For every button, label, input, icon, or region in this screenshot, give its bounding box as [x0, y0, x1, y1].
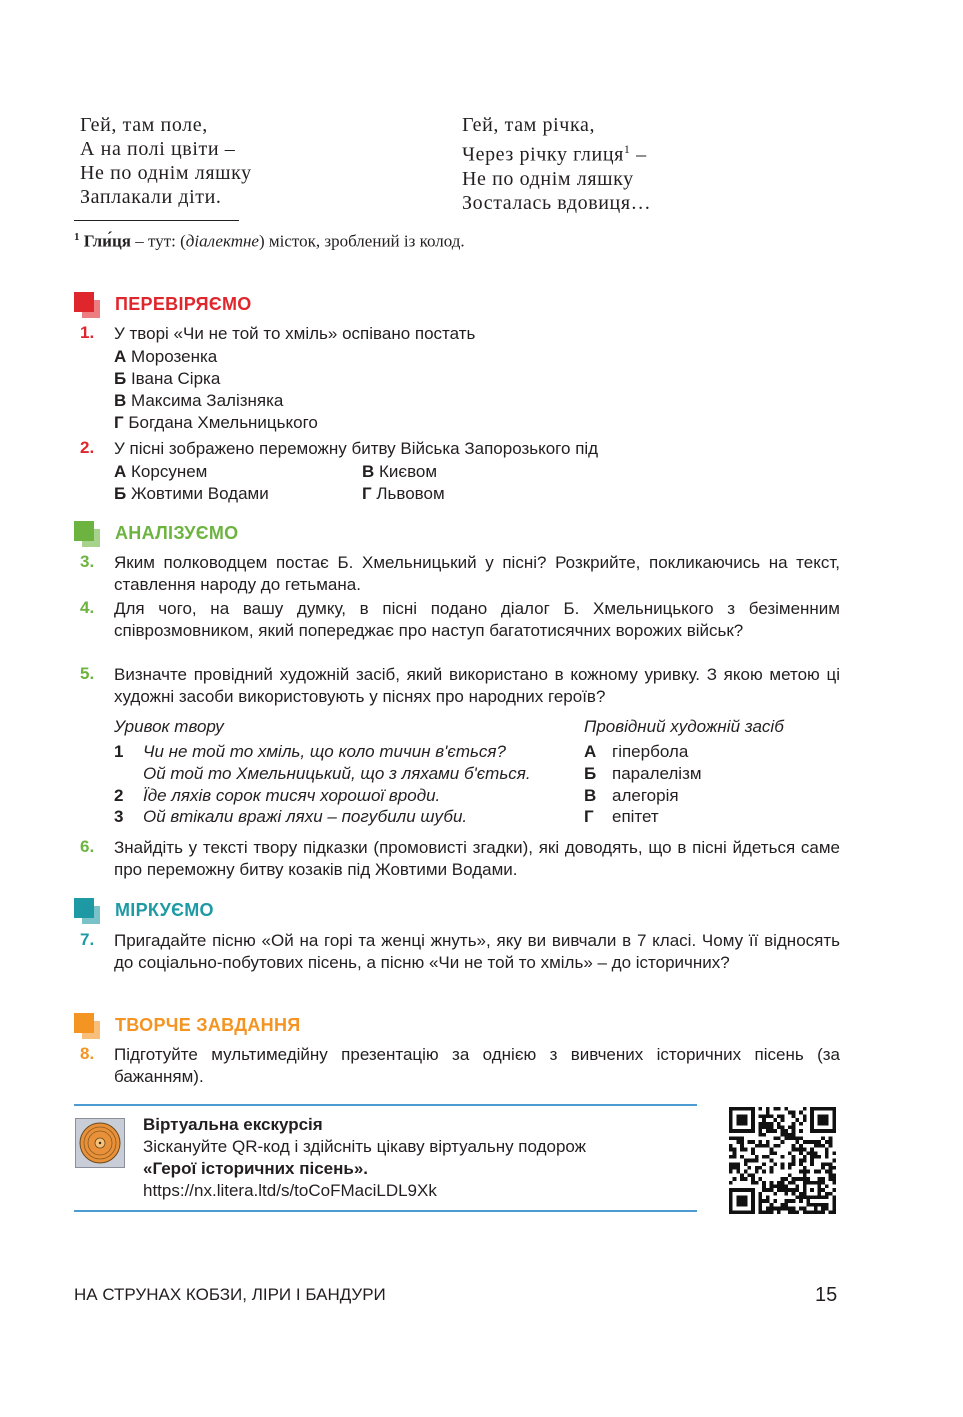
question-number: 7. — [80, 930, 95, 949]
question-number: 8. — [80, 1044, 95, 1063]
box-top-rule — [74, 1104, 697, 1106]
virtual-text: Зіскануйте QR-код і здійсніть цікаву віртуальну подорож — [143, 1137, 587, 1156]
fragment-text: Ой втікали вражі ляхи – погубили шуби. — [143, 807, 468, 826]
question-text: Яким полководцем постає Б. Хмельницький у пісні? Розкрийте, покликаючись на текст, ставлення народу до гетьмана. — [114, 553, 840, 594]
poem-right-stanza — [462, 113, 651, 215]
virtual-title: Віртуальна екскурсія — [143, 1115, 323, 1134]
box-bottom-rule — [74, 1210, 697, 1212]
answer-option: А Корсунем — [114, 462, 208, 481]
answer-option: А Морозенка — [114, 347, 218, 366]
column-header: Уривок твору — [114, 717, 224, 736]
poem-line: Заплакали діти. — [80, 186, 222, 208]
poem-line: Зосталась вдовиця… — [462, 191, 652, 214]
poem-left-stanza — [80, 113, 252, 209]
footnote-text: – тут: ( — [130, 231, 186, 251]
question-number: 3. — [80, 552, 95, 571]
device-option: А гіпербола — [584, 742, 689, 761]
poem-text: Через річку глиця — [462, 143, 624, 166]
footnote-divider — [74, 220, 239, 221]
section-title: ТВОРЧЕ ЗАВДАННЯ — [115, 1015, 301, 1035]
question-text: У творі «Чи не той то хміль» оспівано постать — [114, 324, 476, 343]
footnote-italic: діалектне — [185, 231, 259, 251]
answer-option: В Києвом — [362, 462, 438, 481]
footnote-term: Гли́ця — [83, 231, 131, 251]
answer-option: Б Івана Сірка — [114, 369, 221, 388]
fragment-text: Чи не той то хміль, що коло тичин в'ється? — [143, 742, 506, 761]
question-text: Пригадайте пісню «Ой на горі та женці жнуть», яку ви вивчали в 7 класі. Чому її відносять до соціально-побутових пісень, а пісню «Чи не той то хміль» – до історичних? — [114, 931, 840, 972]
qr-code[interactable] — [729, 1107, 836, 1214]
poem-line: Гей, там поле, — [80, 114, 208, 136]
vinyl-record-icon — [75, 1118, 125, 1168]
question-text: Визначте провідний художній засіб, який використано в кожному уривку. З якою метою ці художні засоби використовують у піснях про народних героїв? — [114, 665, 840, 706]
section-square-icon — [82, 906, 100, 924]
fragment-text: Ой той то Хмельницький, що з ляхами б'ється. — [143, 764, 531, 783]
section-square-icon — [82, 300, 100, 318]
device-option: В алегорія — [584, 786, 679, 805]
footnote — [74, 231, 465, 252]
running-footer: НА СТРУНАХ КОБЗИ, ЛІРИ І БАНДУРИ — [74, 1285, 386, 1304]
fragment-number: 3 — [114, 807, 124, 826]
section-title: ПЕРЕВІРЯЄМО — [115, 294, 252, 314]
question-number: 5. — [80, 664, 95, 683]
question-number: 1. — [80, 323, 95, 342]
device-option: Б паралелізм — [584, 764, 702, 783]
question-text: У пісні зображено переможну битву Війська Запорозького під — [114, 439, 599, 458]
footnote-text: ) місток, зроблений із колод. — [258, 231, 465, 251]
fragment-number: 1 — [114, 742, 124, 761]
fragment-number: 2 — [114, 786, 124, 805]
section-square-icon — [82, 529, 100, 547]
poem-line — [462, 137, 651, 167]
poem-line: А на полі цвіти – — [80, 138, 236, 160]
fragment-text: Їде ляхів сорок тисяч хорошої вроди. — [143, 786, 441, 805]
poem-line: Не по однім ляшку — [80, 162, 252, 184]
poem-line: Гей, там річка, — [462, 114, 596, 136]
footnote-mark: 1 — [74, 231, 80, 243]
device-option: Г епітет — [584, 807, 659, 826]
poem-line: Не по однім ляшку — [462, 167, 634, 190]
footnote-ref: 1 — [623, 142, 631, 156]
question-text: Для чого, на вашу думку, в пісні подано діалог Б. Хмельницького з безіменним співрозмовником, який попереджає про наступ багатотисячних ворожих військ? — [114, 599, 840, 640]
section-title: МІРКУЄМО — [115, 900, 214, 920]
question-text: Знайдіть у тексті твору підказки (промовисті згадки), які доводять, що в пісні йдеться саме про переможну битву козаків під Жовтими Водами. — [114, 838, 840, 879]
virtual-url[interactable]: https://nx.litera.ltd/s/toCoFMaciLDL9Xk — [143, 1181, 437, 1200]
answer-option: Г Львовом — [362, 484, 445, 503]
question-number: 4. — [80, 598, 95, 617]
section-square-icon — [82, 1021, 100, 1039]
answer-option: В Максима Залізняка — [114, 391, 284, 410]
virtual-link-title: «Герої історичних пісень». — [143, 1159, 369, 1178]
section-title: АНАЛІЗУЄМО — [115, 523, 239, 543]
poem-text: – — [630, 143, 647, 166]
question-number: 6. — [80, 837, 95, 856]
answer-option: Б Жовтими Водами — [114, 484, 269, 503]
column-header: Провідний художній засіб — [584, 717, 784, 736]
page-number: 15 — [815, 1284, 838, 1306]
answer-option: Г Богдана Хмельницького — [114, 413, 318, 432]
question-number: 2. — [80, 438, 95, 457]
question-text: Підготуйте мультимедійну презентацію за однією з вивчених історичних пісень (за бажанням). — [114, 1045, 840, 1086]
